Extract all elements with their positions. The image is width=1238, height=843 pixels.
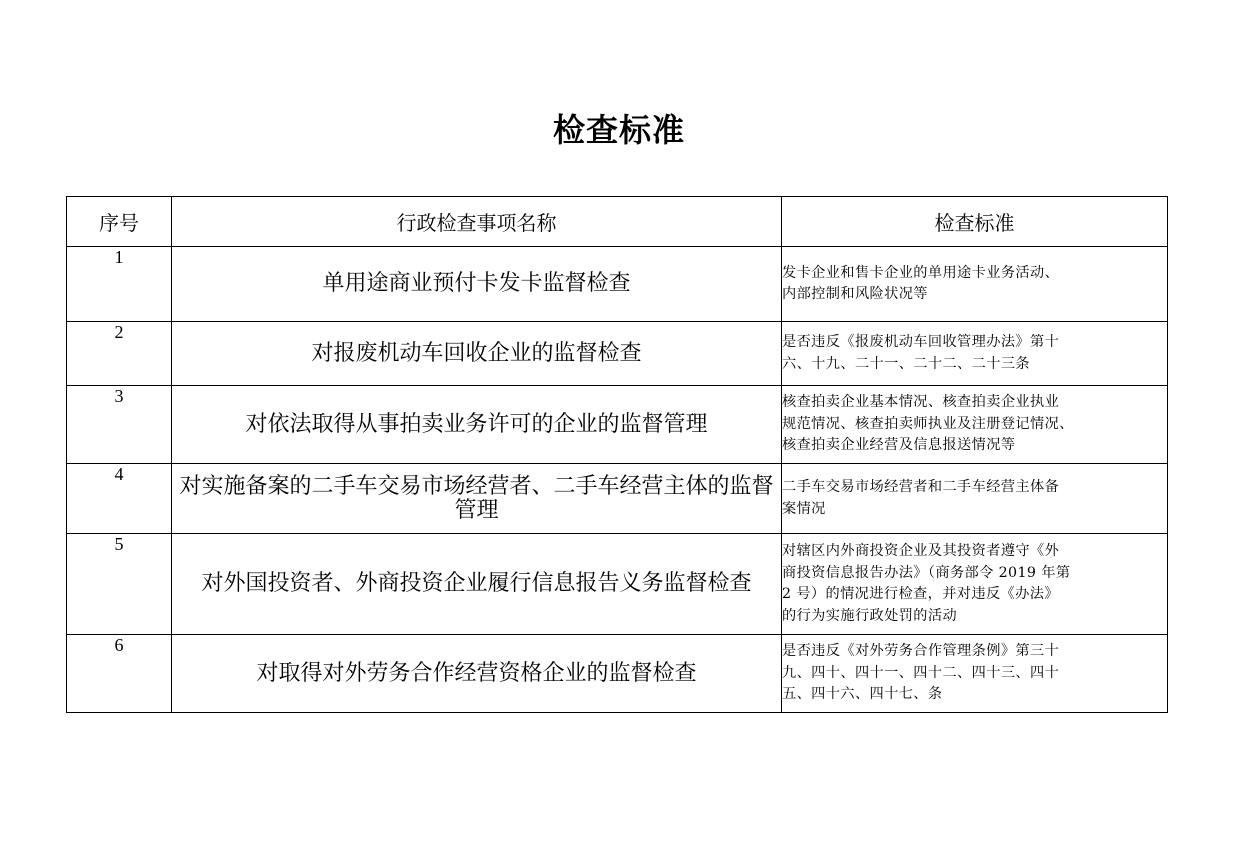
- row-item-name: 单用途商业预付卡发卡监督检查: [172, 247, 782, 322]
- row-serial-number: 4: [67, 464, 172, 534]
- header-serial-number: 序号: [67, 197, 172, 247]
- standard-line: 的行为实施行政处罚的活动: [782, 607, 958, 624]
- standard-line: 2 号）的情况进行检查，并对违反《办法》: [782, 586, 1059, 602]
- standard-line: 六、十九、二十一、二十二、二十三条: [782, 355, 1030, 372]
- standard-line: 规范情况、核查拍卖师执业及注册登记情况、: [782, 415, 1074, 432]
- header-inspection-item-name: 行政检查事项名称: [172, 197, 782, 247]
- header-inspection-standard: 检查标准: [782, 197, 1168, 247]
- standard-line: 商投资信息报告办法》（商务部令 2019 年第: [782, 564, 1071, 581]
- standard-line: 案情况: [782, 500, 826, 517]
- standard-line: 内部控制和风险状况等: [782, 286, 928, 302]
- table-row: [67, 635, 1168, 713]
- row-serial-number: 3: [67, 386, 172, 464]
- inspection-standard-table: [66, 196, 1168, 713]
- standard-line: 九、四十、四十一、四十二、四十三、四十: [782, 664, 1060, 681]
- page-title: 检查标准: [552, 111, 685, 149]
- row-item-name: 对实施备案的二手车交易市场经营者、二手车经营主体的监督管理: [172, 464, 782, 534]
- table-row: [67, 247, 1168, 322]
- table-row: [67, 464, 1168, 534]
- standard-line: 是否违反《对外劳务合作管理条例》第三十: [782, 643, 1060, 660]
- row-serial-number: 2: [67, 322, 172, 386]
- row-standard: [782, 635, 1168, 713]
- table-row: [67, 534, 1168, 635]
- row-standard: [782, 247, 1168, 322]
- row-serial-number: 1: [67, 247, 172, 322]
- standard-line: 二手车交易市场经营者和二手车经营主体备: [782, 479, 1060, 495]
- standard-line: 核查拍卖企业基本情况、核查拍卖企业执业: [782, 394, 1060, 411]
- row-item-name: 对依法取得从事拍卖业务许可的企业的监督管理: [172, 386, 782, 464]
- table-row: [67, 386, 1168, 464]
- standard-line: 核查拍卖企业经营及信息报送情况等: [782, 437, 1016, 454]
- table-row: [67, 322, 1168, 386]
- row-standard: [782, 464, 1168, 534]
- row-serial-number: 6: [67, 635, 172, 713]
- row-item-name: 对报废机动车回收企业的监督检查: [172, 322, 782, 386]
- row-item-name: 对外国投资者、外商投资企业履行信息报告义务监督检查: [172, 534, 782, 635]
- standard-line: 五、四十六、四十七、条: [782, 686, 943, 703]
- row-serial-number: 5: [67, 534, 172, 635]
- row-standard: [782, 386, 1168, 464]
- row-standard: [782, 534, 1168, 635]
- standard-line: 是否违反《报废机动车回收管理办法》第十: [782, 334, 1060, 350]
- standard-line: 对辖区内外商投资企业及其投资者遵守《外: [782, 543, 1060, 559]
- row-item-name: 对取得对外劳务合作经营资格企业的监督检查: [172, 635, 782, 713]
- row-standard: [782, 322, 1168, 386]
- table-header-row: [67, 197, 1168, 247]
- standard-line: 发卡企业和售卡企业的单用途卡业务活动、: [782, 264, 1060, 281]
